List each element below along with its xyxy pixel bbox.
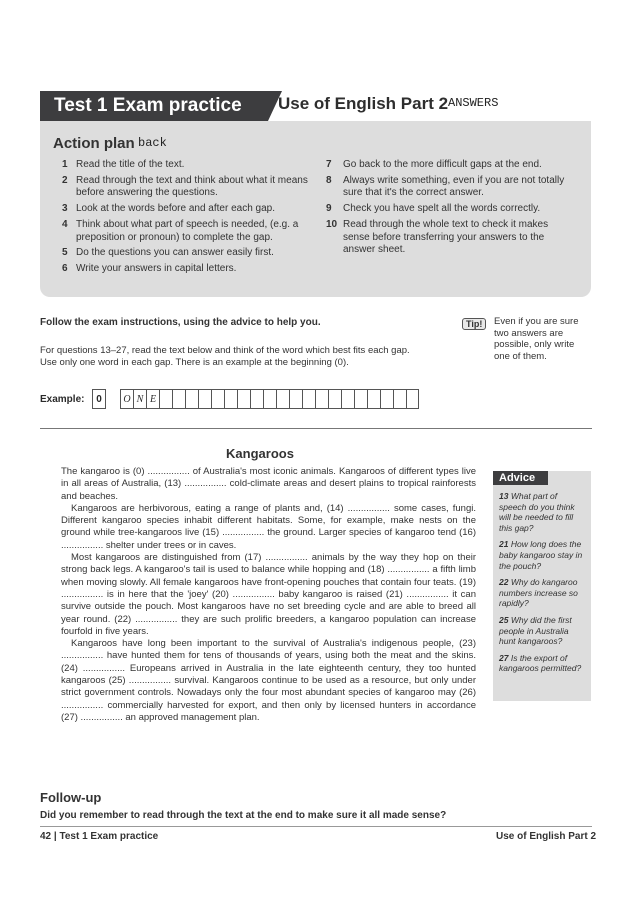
advice-number: 22 bbox=[499, 577, 509, 588]
example-letter-box bbox=[237, 389, 250, 409]
example-row bbox=[40, 388, 419, 410]
example-letter-box bbox=[393, 389, 406, 409]
footer-section: Use of English Part 2 bbox=[496, 831, 597, 842]
action-plan-item bbox=[62, 159, 320, 172]
item-number: 6 bbox=[62, 262, 68, 274]
advice-number: 21 bbox=[499, 539, 509, 550]
task-instructions bbox=[40, 345, 450, 369]
item-text: Go back to the more difficult gaps at the end. bbox=[343, 159, 542, 170]
action-plan-item bbox=[326, 203, 566, 216]
section-title: Use of English Part 2 bbox=[278, 94, 449, 113]
action-plan-item bbox=[62, 263, 320, 276]
action-plan-heading: Action plan bbox=[53, 135, 135, 152]
advice-text: How long does the baby kangaroo stay in the pouch? bbox=[499, 539, 583, 571]
example-letter-box bbox=[302, 389, 315, 409]
example-number-box: 0 bbox=[92, 389, 106, 409]
article-text bbox=[61, 466, 476, 724]
example-letter-box bbox=[341, 389, 354, 409]
tip-badge: Tip! bbox=[462, 318, 486, 330]
exam-instruction: Follow the exam instructions, using the advice to help you. bbox=[40, 317, 321, 328]
article-paragraph: The kangaroo is (0) ................ of Australia's most iconic animals. Kangaroos of different types live in all areas of Australia, (13) ................ cold-climate areas and desert plains to tropical rainforests and beaches. bbox=[61, 466, 476, 502]
followup-question: Did you remember to read through the text at the end to make sure it all made sense? bbox=[40, 810, 447, 821]
advice-list bbox=[493, 485, 591, 674]
action-plan-item bbox=[62, 175, 320, 200]
example-letter-box bbox=[354, 389, 367, 409]
example-letter-box bbox=[250, 389, 263, 409]
advice-item bbox=[499, 539, 585, 571]
action-plan-item bbox=[326, 219, 566, 257]
example-letter-box: N bbox=[133, 389, 146, 409]
example-letter-boxes bbox=[120, 389, 419, 409]
item-number: 4 bbox=[62, 218, 68, 230]
item-text: Write your answers in capital letters. bbox=[76, 262, 237, 274]
task-line-1: For questions 13–27, read the text below and think of the word which best fits each gap. bbox=[40, 345, 410, 356]
advice-text: What part of speech do you think will be needed to fill this gap? bbox=[499, 491, 575, 533]
followup-heading: Follow-up bbox=[40, 790, 102, 805]
divider bbox=[40, 428, 592, 429]
advice-text: Why did the first people in Australia hunt kangaroos? bbox=[499, 614, 572, 647]
footer-divider bbox=[40, 826, 592, 827]
action-plan-item bbox=[62, 247, 320, 260]
item-number: 10 bbox=[326, 218, 338, 230]
advice-item bbox=[499, 491, 585, 533]
action-plan-panel bbox=[40, 121, 591, 297]
example-letter-box bbox=[328, 389, 341, 409]
advice-item bbox=[499, 577, 585, 609]
article-paragraph: Most kangaroos are distinguished from (17) ................ animals by the way they hop on their strong back legs. A kangaroo's tail is used to balance while hopping and (18) ................ a fifth limb when moving slowly. All female kangaroos have front-opening pouches that contain four teats. (19) ................ is in here that the 'joey' (20) ................ baby kangaroo is raised (21) ................ it can survive outside the pouch. Most kangaroos have no set breeding cycle and are able to breed all year round. (22) ................ they are such prolific breeders, a kangaroo population can increase fourfold in five years. bbox=[61, 552, 476, 637]
item-number: 3 bbox=[62, 203, 68, 215]
advice-item bbox=[499, 615, 585, 647]
footer-page-info: 42 | Test 1 Exam practice bbox=[40, 831, 159, 842]
example-letter-box bbox=[289, 389, 302, 409]
tip-text: Even if you are sure two answers are possible, only write one of them. bbox=[494, 316, 579, 362]
advice-heading: Advice bbox=[493, 471, 548, 485]
item-number: 7 bbox=[326, 159, 332, 170]
example-label: Example: bbox=[40, 393, 85, 405]
advice-text: Why do kangaroo numbers increase so rapidly? bbox=[499, 577, 578, 609]
item-text: Think about what part of speech is needed, (e.g. a preposition or pronoun) to complete the gap. bbox=[76, 218, 299, 243]
advice-text: Is the export of kangaroos permitted? bbox=[499, 652, 582, 674]
item-text: Always write something, even if you are not totally sure that it's the correct answer. bbox=[343, 174, 565, 199]
advice-number: 25 bbox=[499, 614, 509, 625]
item-text: Read the title of the text. bbox=[76, 159, 185, 170]
item-text: Check you have spelt all the words correctly. bbox=[343, 203, 541, 215]
advice-panel bbox=[493, 471, 591, 701]
page-header bbox=[40, 91, 600, 121]
example-letter-box bbox=[211, 389, 224, 409]
back-link[interactable]: back bbox=[138, 136, 167, 150]
item-number: 2 bbox=[62, 174, 68, 186]
answers-link[interactable]: ANSWERS bbox=[448, 96, 499, 110]
action-plan-item bbox=[326, 175, 566, 200]
item-text: Read through the text and think about what it means before answering the questions. bbox=[76, 174, 308, 199]
item-number: 5 bbox=[62, 247, 68, 259]
item-text: Read through the whole text to check it makes sense before transferring your answers to the answer sheet. bbox=[343, 218, 549, 256]
item-number: 8 bbox=[326, 174, 332, 186]
test-title: Test 1 Exam practice bbox=[40, 91, 268, 121]
item-number: 1 bbox=[62, 159, 68, 170]
article-paragraph: Kangaroos are herbivorous, eating a range of plants and, (14) ................ some cases, fungi. Different kangaroo species inhabit different habitats. Some, for example, make nests on the ground while tree-kangaroos live (15) ................ the ground. Larger species of kangaroo tend (16) ................ shelter under trees or in caves. bbox=[61, 502, 476, 551]
action-plan-item bbox=[62, 203, 320, 216]
example-letter-box bbox=[172, 389, 185, 409]
example-letter-box bbox=[224, 389, 237, 409]
example-letter-box bbox=[185, 389, 198, 409]
example-letter-box bbox=[406, 389, 419, 409]
advice-number: 13 bbox=[499, 491, 509, 501]
example-letter-box: O bbox=[120, 389, 133, 409]
item-number: 9 bbox=[326, 203, 332, 215]
example-letter-box bbox=[198, 389, 211, 409]
action-plan-item bbox=[62, 219, 320, 244]
task-line-2: Use only one word in each gap. There is an example at the beginning (0). bbox=[40, 357, 349, 368]
action-plan-list-right bbox=[326, 159, 566, 260]
example-letter-box bbox=[315, 389, 328, 409]
example-letter-box bbox=[380, 389, 393, 409]
article-title: Kangaroos bbox=[226, 446, 294, 461]
example-letter-box bbox=[276, 389, 289, 409]
example-letter-box bbox=[263, 389, 276, 409]
item-text: Look at the words before and after each gap. bbox=[76, 203, 276, 215]
action-plan-list-left bbox=[62, 159, 320, 279]
example-letter-box bbox=[367, 389, 380, 409]
item-text: Do the questions you can answer easily first. bbox=[76, 247, 274, 259]
example-letter-box bbox=[159, 389, 172, 409]
advice-number: 27 bbox=[499, 652, 509, 663]
action-plan-item bbox=[326, 159, 566, 172]
article-paragraph: Kangaroos have long been important to the survival of Australia's indigenous people, (23) ................ have hunted them for tens of thousands of years, using both the meat and the skins. (24) ................ Europeans arrived in Australia in the late eighteenth century, they too hunted kangaroos (25) ................ survival. Kangaroos continue to be used as a resource, but only under strict government controls. Nowadays only the four most abundant species of kangaroo may (26) ................ commercially harvested for export, and then only by licensed hunters in accordance (27) ................ an approved management plan. bbox=[61, 638, 476, 723]
advice-item bbox=[499, 653, 585, 674]
example-letter-box: E bbox=[146, 389, 159, 409]
